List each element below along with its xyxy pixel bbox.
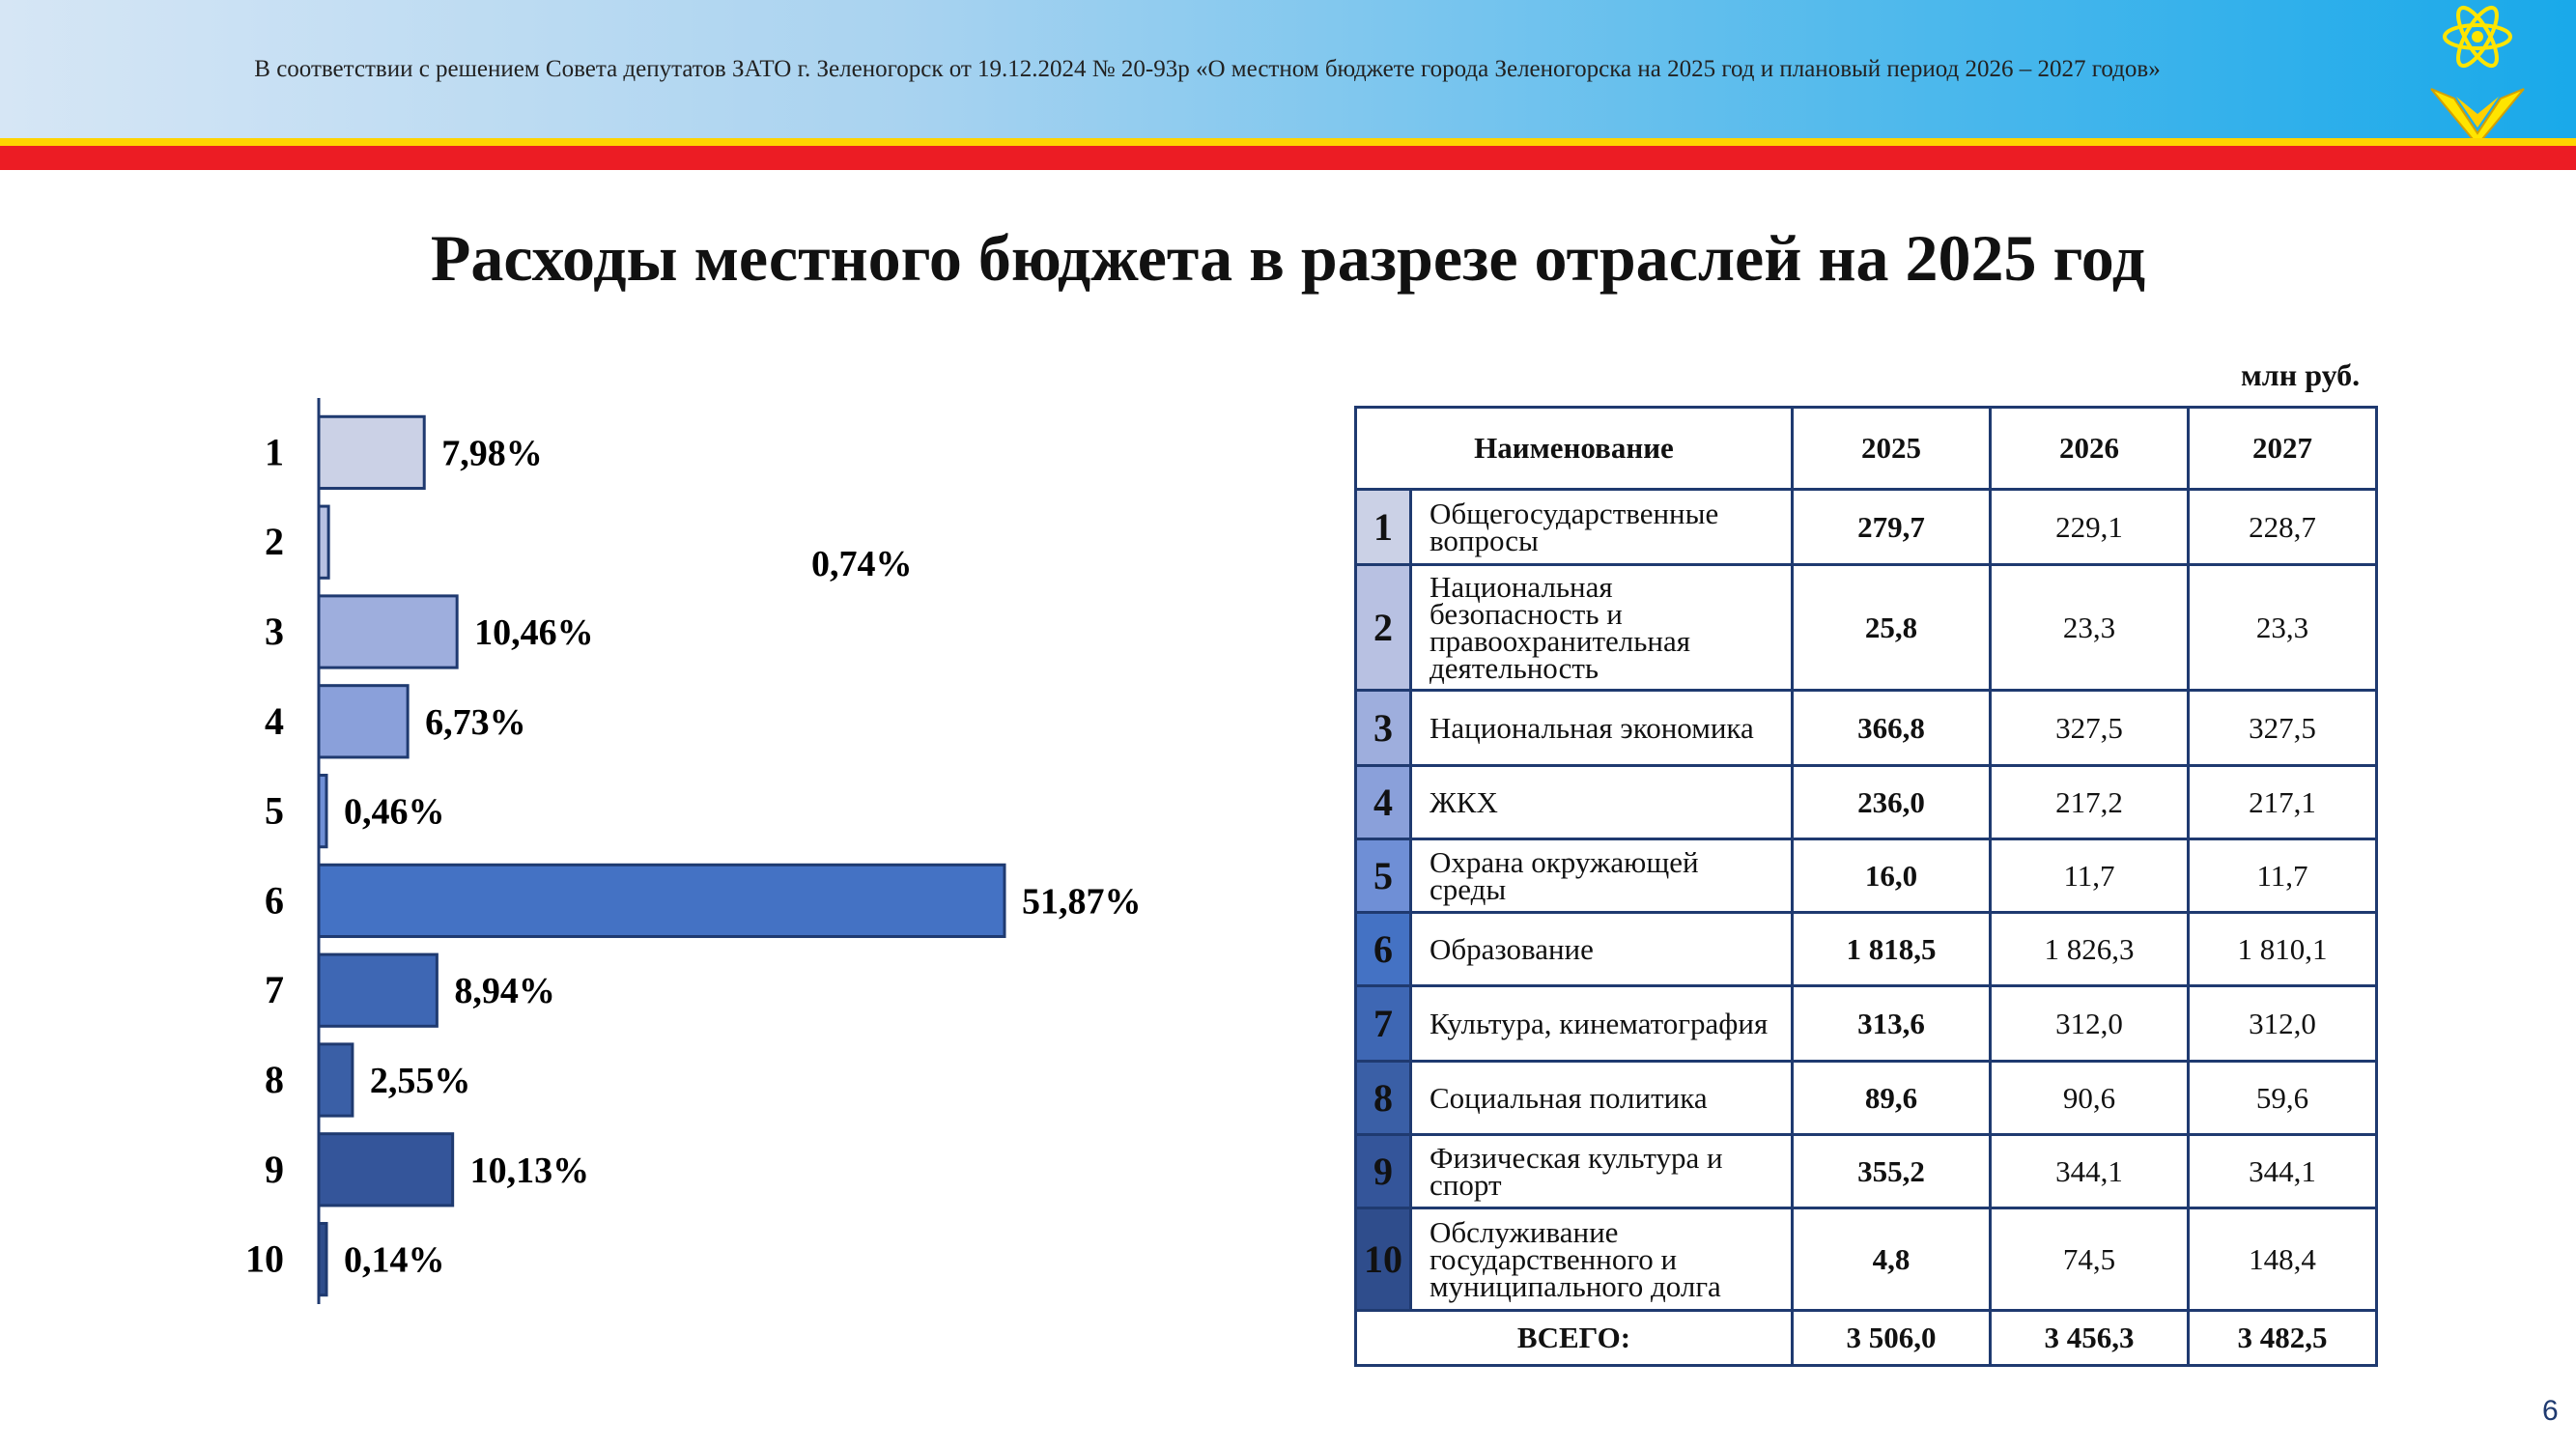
data-label: 0,14% [344,1239,445,1281]
table-row [1356,986,2377,1062]
row-name: Культура, кинематография [1411,986,1793,1062]
data-label: 7,98% [441,433,543,474]
table-row [1356,1135,2377,1208]
total-2026: 3 456,3 [1991,1311,2189,1366]
bar-3 [319,596,457,668]
category-tick-label: 5 [265,788,284,833]
bar-7 [319,954,437,1026]
bar-9 [319,1134,453,1206]
row-number: 3 [1356,691,1411,766]
page-title: Расходы местного бюджета в разрезе отраслей на 2025 год [430,221,2146,295]
row-name: Социальная политика [1411,1062,1793,1135]
bar-8 [319,1044,353,1116]
data-label: 10,46% [474,612,594,653]
category-tick-label: 6 [265,878,284,923]
value-2025: 89,6 [1793,1062,1991,1135]
category-tick-label: 4 [265,698,284,743]
bar-6 [319,865,1005,936]
row-number: 10 [1356,1208,1411,1311]
value-2025: 355,2 [1793,1135,1991,1208]
row-name: Общегосударственные вопросы [1411,490,1793,565]
value-2027: 312,0 [2189,986,2377,1062]
row-number: 4 [1356,766,1411,839]
value-2027: 217,1 [2189,766,2377,839]
value-2026: 312,0 [1991,986,2189,1062]
value-2025: 16,0 [1793,839,1991,913]
value-2027: 228,7 [2189,490,2377,565]
value-2026: 11,7 [1991,839,2189,913]
bar-chart [212,396,1178,1314]
header-banner [0,0,2576,145]
value-2027: 11,7 [2189,839,2377,913]
value-2025: 25,8 [1793,565,1991,691]
bar-2 [319,506,328,578]
header-2026: 2026 [1991,408,2189,490]
atom-emblem-icon [2420,0,2535,145]
table-row [1356,839,2377,913]
row-number: 5 [1356,839,1411,913]
header-text: В соответствии с решением Совета депутатов ЗАТО г. Зеленогорск от 19.12.2024 № 20-93р «О местном бюджете города Зеленогорска на 2025 год и плановый период 2026 – 2027 годов» [254,56,2161,82]
value-2026: 90,6 [1991,1062,2189,1135]
table-row [1356,913,2377,986]
value-2026: 1 826,3 [1991,913,2189,986]
row-number: 6 [1356,913,1411,986]
value-2025: 236,0 [1793,766,1991,839]
bar-1 [319,416,424,488]
page-number: 6 [2542,1395,2559,1427]
data-label: 51,87% [1022,881,1142,923]
row-number: 7 [1356,986,1411,1062]
value-2026: 23,3 [1991,565,2189,691]
bar-5 [319,775,326,846]
value-2025: 1 818,5 [1793,913,1991,986]
total-row [1356,1311,2377,1366]
header-2025: 2025 [1793,408,1991,490]
table-row [1356,565,2377,691]
value-2026: 217,2 [1991,766,2189,839]
row-name: Обслуживание государственного и муниципального долга [1411,1208,1793,1311]
row-number: 9 [1356,1135,1411,1208]
budget-table [1354,406,2378,1367]
row-name: Национальная безопасность и правоохранительная деятельность [1411,565,1793,691]
value-2027: 148,4 [2189,1208,2377,1311]
table-row [1356,1208,2377,1311]
data-label: 6,73% [425,701,526,743]
bar-4 [319,686,408,757]
category-tick-label: 8 [265,1058,284,1101]
red-stripe [0,146,2576,170]
value-2026: 327,5 [1991,691,2189,766]
table-row [1356,691,2377,766]
category-tick-label: 2 [265,520,284,564]
value-2027: 1 810,1 [2189,913,2377,986]
value-2025: 313,6 [1793,986,1991,1062]
row-name: Физическая культура и спорт [1411,1135,1793,1208]
row-name: Охрана окружающей среды [1411,839,1793,913]
value-2026: 74,5 [1991,1208,2189,1311]
value-2027: 23,3 [2189,565,2377,691]
table-row [1356,766,2377,839]
row-name: ЖКХ [1411,766,1793,839]
value-2025: 279,7 [1793,490,1991,565]
value-2026: 229,1 [1991,490,2189,565]
category-tick-label: 7 [265,968,284,1012]
value-2026: 344,1 [1991,1135,2189,1208]
yellow-stripe [0,138,2576,146]
row-name: Образование [1411,913,1793,986]
table-row [1356,1062,2377,1135]
category-tick-label: 10 [245,1236,284,1281]
category-tick-label: 3 [265,610,284,653]
value-2027: 59,6 [2189,1062,2377,1135]
unit-label: млн руб. [2241,357,2361,392]
header-2027: 2027 [2189,408,2377,490]
bar-10 [319,1223,326,1294]
total-2025: 3 506,0 [1793,1311,1991,1366]
value-2027: 327,5 [2189,691,2377,766]
category-tick-label: 9 [265,1147,284,1191]
total-label: ВСЕГО: [1356,1311,1793,1366]
value-2027: 344,1 [2189,1135,2377,1208]
row-number: 1 [1356,490,1411,565]
table-row [1356,490,2377,565]
data-label: 8,94% [454,971,555,1012]
value-2025: 4,8 [1793,1208,1991,1311]
data-label: 0,46% [344,791,445,833]
header-name: Наименование [1356,408,1793,490]
row-number: 8 [1356,1062,1411,1135]
value-2025: 366,8 [1793,691,1991,766]
row-name: Национальная экономика [1411,691,1793,766]
data-label: 2,55% [369,1061,471,1101]
data-label: 10,13% [469,1150,590,1191]
row-number: 2 [1356,565,1411,691]
data-label: 0,74% [811,544,913,585]
category-tick-label: 1 [265,430,284,474]
total-2027: 3 482,5 [2189,1311,2377,1366]
table-header-row [1356,408,2377,490]
